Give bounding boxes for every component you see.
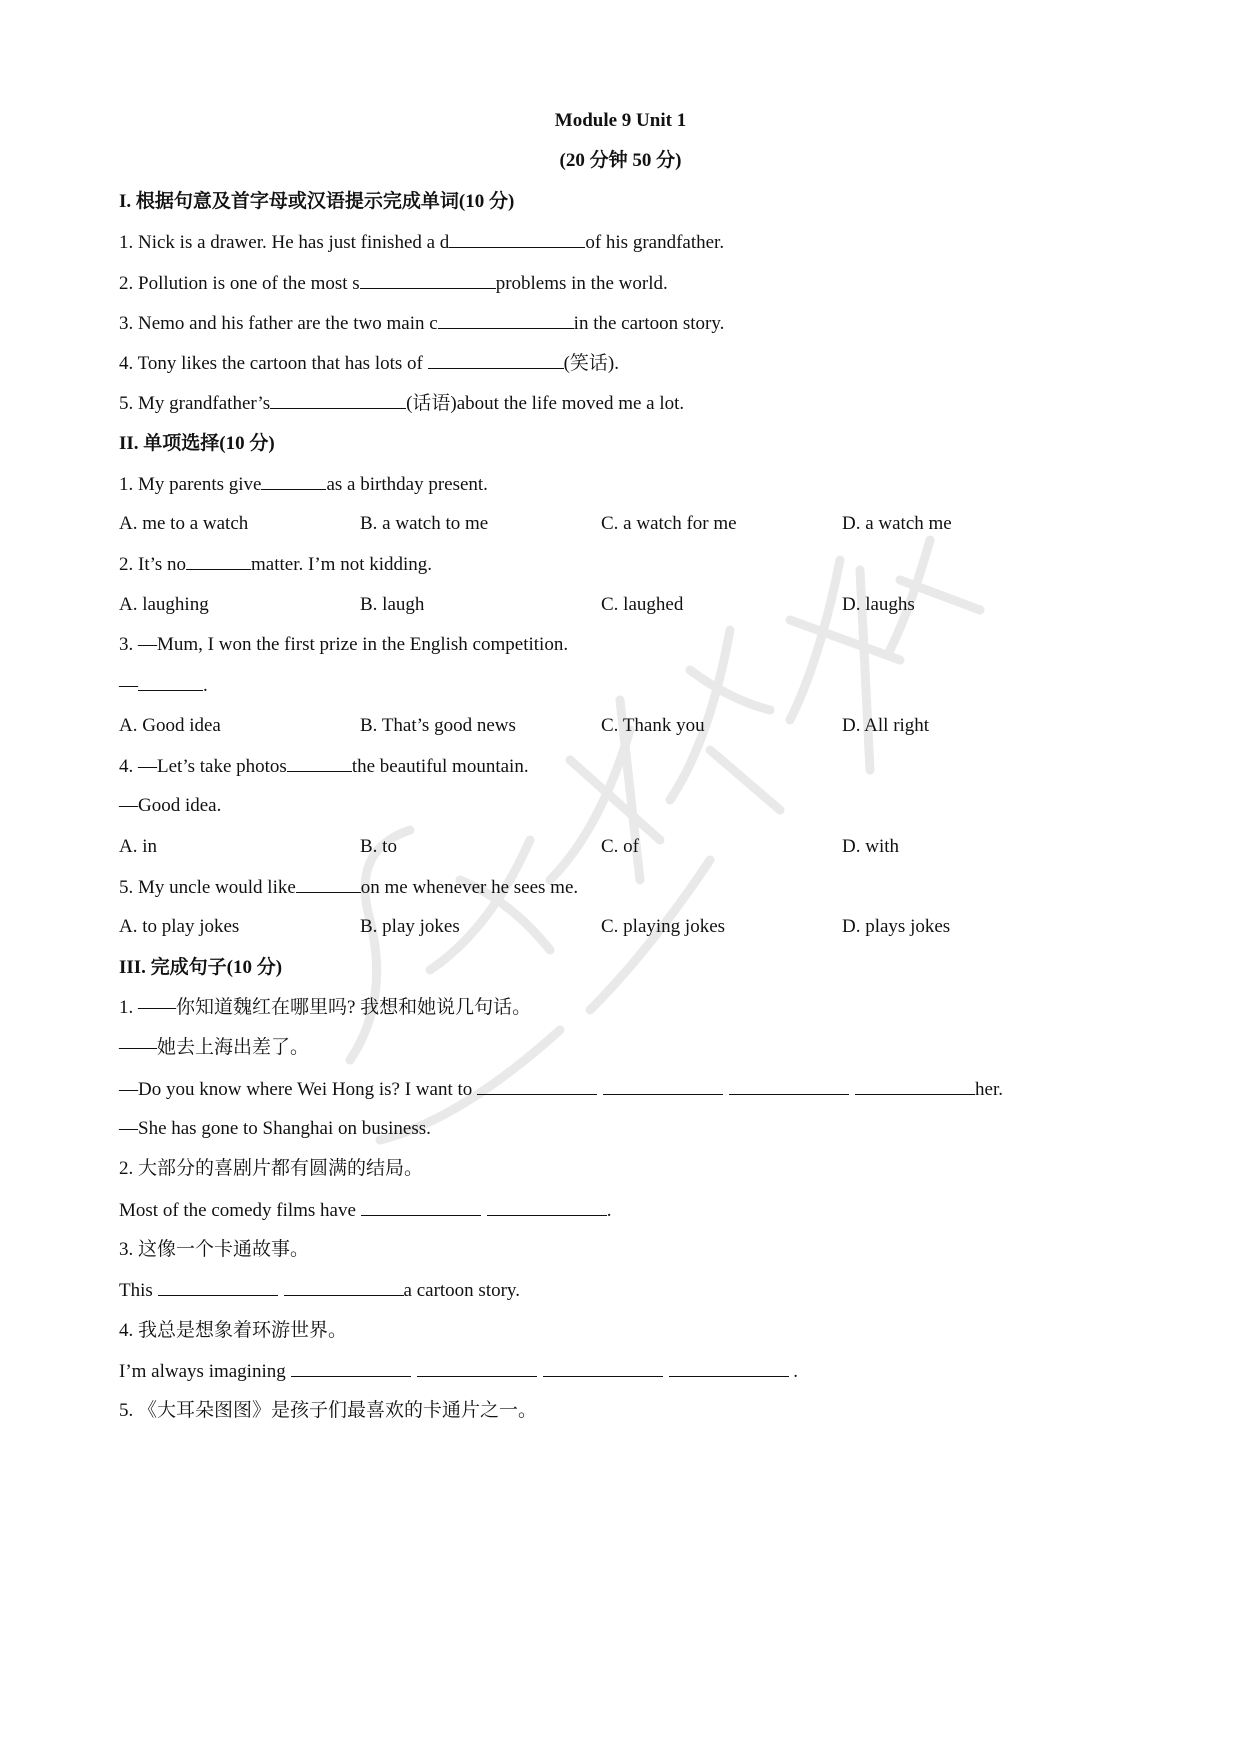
- answer-blank[interactable]: [360, 270, 496, 289]
- s2-q5-text-before: 5. My uncle would like: [119, 877, 296, 898]
- s3-q5-chinese: 5. 《大耳朵图图》是孩子们最喜欢的卡通片之一。: [119, 1400, 538, 1421]
- answer-blank[interactable]: [669, 1358, 789, 1377]
- answer-blank[interactable]: [449, 229, 585, 248]
- s1-q5-text-before: 5. My grandfather’s: [119, 393, 271, 414]
- s1-q5-text-after: (话语)about the life moved me a lot.: [406, 393, 685, 414]
- answer-blank[interactable]: [477, 1076, 597, 1095]
- s2-question-3-reply: [119, 672, 208, 699]
- s3-q1-english-2: —She has gone to Shanghai on business.: [119, 1118, 431, 1139]
- s2-question-2: [119, 551, 432, 578]
- s2-q5-text-after: on me whenever he sees me.: [360, 877, 579, 898]
- answer-blank[interactable]: [729, 1076, 849, 1095]
- s1-q1-text-before: 1. Nick is a drawer. He has just finished a d: [119, 232, 450, 253]
- answer-blank[interactable]: [361, 1197, 481, 1216]
- s3-q2-text-before: Most of the comedy films have: [119, 1200, 361, 1221]
- s3-q2-english: [119, 1197, 611, 1224]
- option-b[interactable]: B. a watch to me: [360, 513, 489, 534]
- s3-q3-text-after: a cartoon story.: [403, 1280, 520, 1301]
- option-a[interactable]: A. Good idea: [119, 715, 221, 736]
- s3-q4-text-before: I’m always imagining: [119, 1361, 291, 1382]
- page-subtitle: (20 分钟 50 分): [559, 150, 682, 171]
- s1-question-3: [119, 310, 724, 337]
- s2-question-1: [119, 471, 488, 498]
- s3-q2-chinese: 2. 大部分的喜剧片都有圆满的结局。: [119, 1158, 424, 1179]
- s3-q1-chinese-1: 1. ——你知道魏红在哪里吗? 我想和她说几句话。: [119, 997, 532, 1018]
- s1-question-5: [119, 390, 684, 417]
- s1-q3-text-after: in the cartoon story.: [573, 313, 725, 334]
- s1-q2-text-before: 2. Pollution is one of the most s: [119, 273, 360, 294]
- section-3-heading: III. 完成句子(10 分): [119, 957, 283, 978]
- option-d[interactable]: D. with: [842, 836, 899, 857]
- s1-q3-text-before: 3. Nemo and his father are the two main c: [119, 313, 438, 334]
- answer-blank[interactable]: [261, 471, 326, 490]
- s2-q3-period: .: [203, 675, 208, 696]
- section-2-heading: II. 单项选择(10 分): [119, 433, 275, 454]
- s3-q3-text-before: This: [119, 1280, 158, 1301]
- answer-blank[interactable]: [186, 551, 251, 570]
- option-c[interactable]: C. Thank you: [601, 715, 705, 736]
- s2-q2-text-after: matter. I’m not kidding.: [251, 554, 433, 575]
- answer-blank[interactable]: [855, 1076, 975, 1095]
- s2-question-5: [119, 874, 578, 901]
- option-a[interactable]: A. to play jokes: [119, 916, 240, 937]
- s1-q1-text-after: of his grandfather.: [585, 232, 725, 253]
- option-d[interactable]: D. a watch me: [842, 513, 952, 534]
- option-c[interactable]: C. laughed: [601, 594, 684, 615]
- s2-question-4: [119, 753, 529, 780]
- answer-blank[interactable]: [270, 390, 406, 409]
- s3-q3-chinese: 3. 这像一个卡通故事。: [119, 1239, 310, 1260]
- s3-q1-text-before: —Do you know where Wei Hong is? I want to: [119, 1079, 478, 1100]
- option-b[interactable]: B. to: [360, 836, 397, 857]
- s1-question-2: [119, 270, 668, 297]
- s3-q4-english: [119, 1358, 798, 1385]
- s2-q1-text-before: 1. My parents give: [119, 474, 262, 495]
- s2-q4-text-before: 4. —Let’s take photos: [119, 756, 287, 777]
- answer-blank[interactable]: [287, 753, 352, 772]
- s3-q1-chinese-2: ——她去上海出差了。: [119, 1037, 310, 1058]
- s3-q2-text-after: .: [606, 1200, 612, 1221]
- option-a[interactable]: A. laughing: [119, 594, 209, 615]
- s1-question-4: [119, 350, 619, 377]
- option-b[interactable]: B. That’s good news: [360, 715, 516, 736]
- option-c[interactable]: C. playing jokes: [601, 916, 726, 937]
- option-c[interactable]: C. of: [601, 836, 639, 857]
- s1-q4-text-after: (笑话).: [563, 353, 620, 374]
- s2-question-3: 3. —Mum, I won the first prize in the English competition.: [119, 634, 569, 655]
- answer-blank[interactable]: [284, 1277, 404, 1296]
- s3-q3-english: [119, 1277, 520, 1304]
- answer-blank[interactable]: [291, 1358, 411, 1377]
- answer-blank[interactable]: [487, 1197, 607, 1216]
- answer-blank[interactable]: [138, 672, 203, 691]
- answer-blank[interactable]: [438, 310, 574, 329]
- s1-q4-text-before: 4. Tony likes the cartoon that has lots of: [119, 353, 428, 374]
- option-b[interactable]: B. laugh: [360, 594, 425, 615]
- s2-q1-text-after: as a birthday present.: [326, 474, 488, 495]
- answer-blank[interactable]: [158, 1277, 278, 1296]
- s1-question-1: [119, 229, 724, 256]
- s1-q2-text-after: problems in the world.: [495, 273, 668, 294]
- answer-blank[interactable]: [417, 1358, 537, 1377]
- answer-blank[interactable]: [543, 1358, 663, 1377]
- s3-q4-chinese: 4. 我总是想象着环游世界。: [119, 1320, 348, 1341]
- option-a[interactable]: A. in: [119, 836, 157, 857]
- option-a[interactable]: A. me to a watch: [119, 513, 249, 534]
- answer-blank[interactable]: [296, 874, 361, 893]
- s2-q2-text-before: 2. It’s no: [119, 554, 187, 575]
- option-d[interactable]: D. laughs: [842, 594, 915, 615]
- answer-blank[interactable]: [428, 350, 564, 369]
- section-1-heading: I. 根据句意及首字母或汉语提示完成单词(10 分): [119, 191, 515, 212]
- s3-q1-english-1: [119, 1076, 1003, 1103]
- option-b[interactable]: B. play jokes: [360, 916, 460, 937]
- page-title: Module 9 Unit 1: [554, 110, 687, 131]
- option-d[interactable]: D. plays jokes: [842, 916, 951, 937]
- s2-question-4-reply: —Good idea.: [119, 795, 222, 816]
- option-d[interactable]: D. All right: [842, 715, 930, 736]
- answer-blank[interactable]: [603, 1076, 723, 1095]
- s3-q1-text-after: her.: [975, 1079, 1003, 1100]
- s2-q4-text-after: the beautiful mountain.: [351, 756, 529, 777]
- s3-q4-text-after: .: [788, 1361, 798, 1382]
- s2-q3-dash: —: [119, 675, 138, 696]
- option-c[interactable]: C. a watch for me: [601, 513, 737, 534]
